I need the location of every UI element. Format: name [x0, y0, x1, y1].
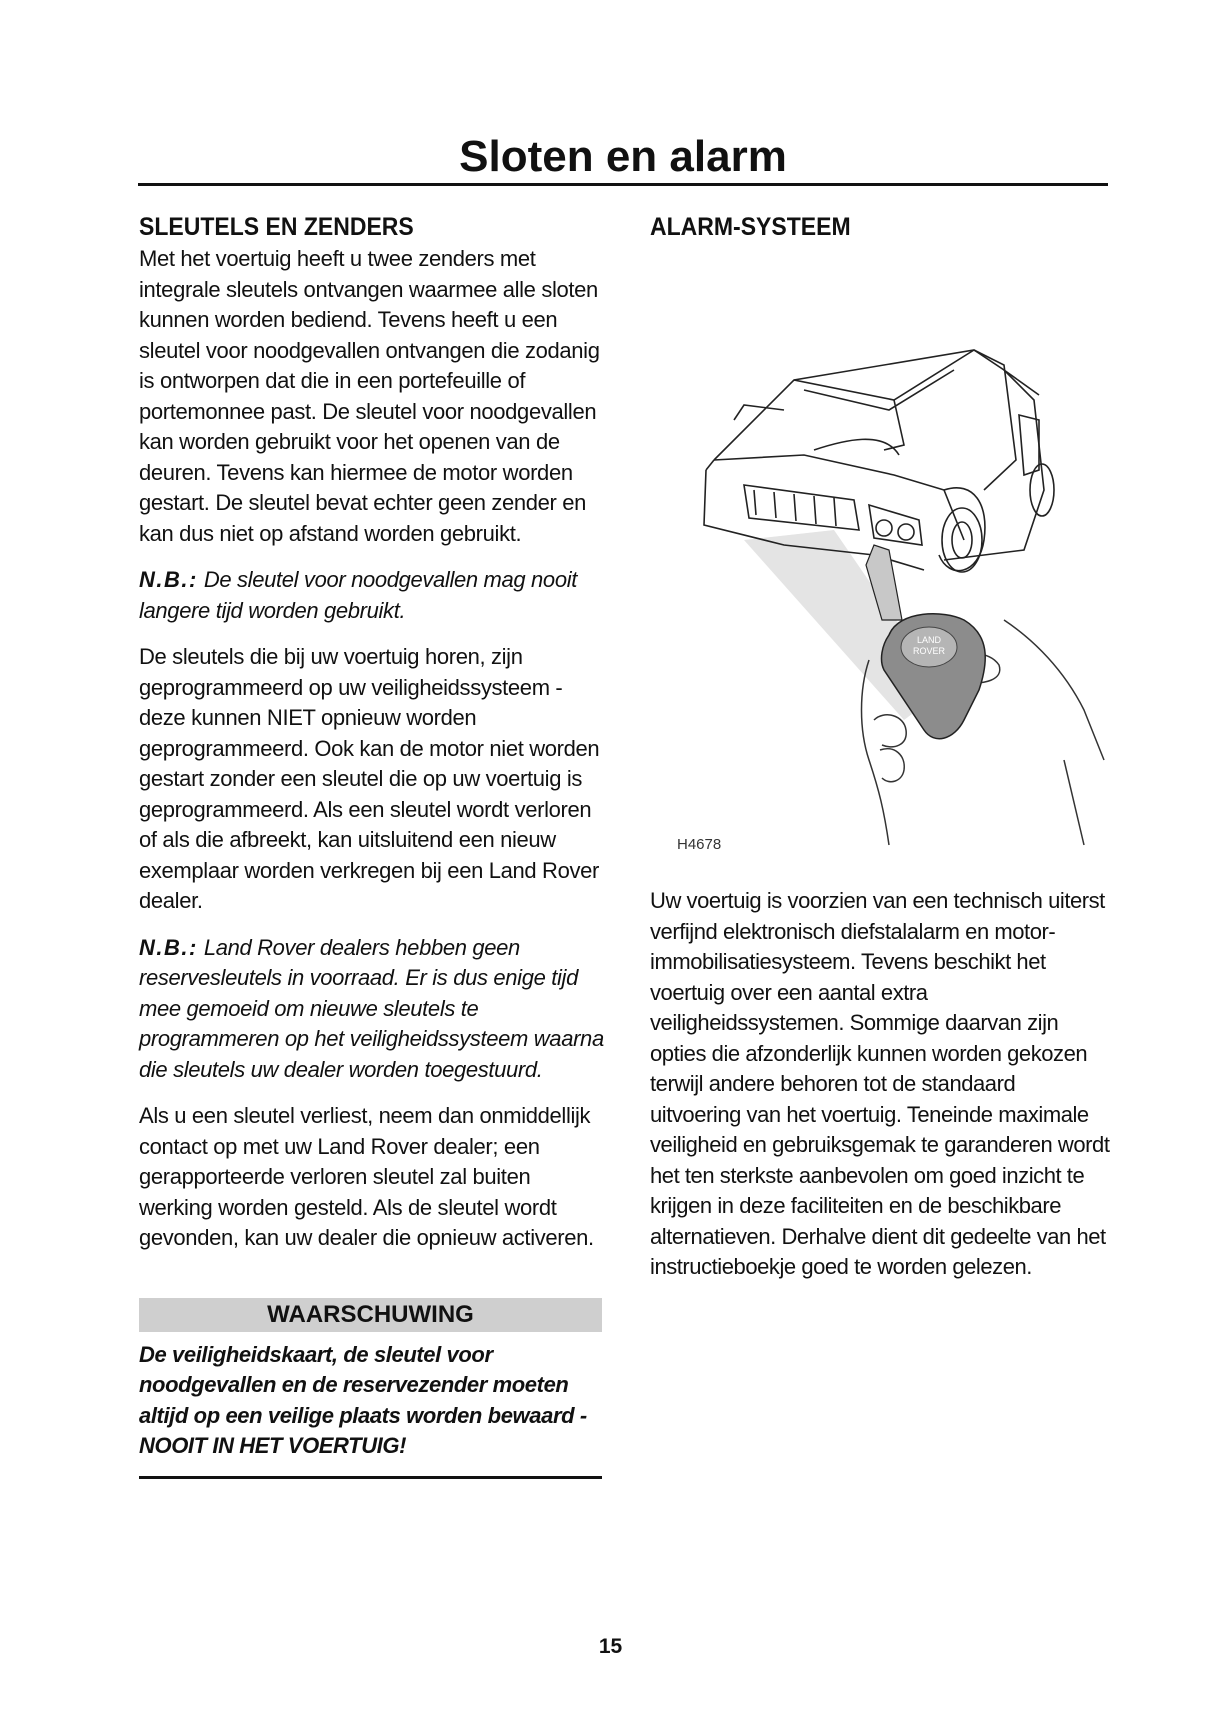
page-number: 15	[598, 1635, 623, 1658]
page-title: Sloten en alarm	[459, 132, 787, 181]
alarm-paragraph: Uw voertuig is voorzien van een technisch uiterst verfijnd elektronisch diefstalalarm en motor-immobilisatiesysteem. Tevens beschikt het voertuig over een aantal extra veiligheidssystemen. Sommige daarvan zijn opties die afzonderlijk kunnen worden gekozen terwijl andere behoren tot de standaard uitvoering van het voertuig. Teneinde maximale veiligheid en gebruiksgemak te garanderen wordt het ten sterkste aanbevolen om goed inzicht te krijgen in deze faciliteiten en de beschikbare alternatieven. Derhalve dient dit gedeelte van het instructieboekje goed te worden gelezen.	[650, 888, 1110, 1279]
note-1-text: De sleutel voor noodgevallen mag nooit langere tijd worden gebruikt.	[139, 567, 578, 623]
car-outline	[704, 350, 1054, 572]
keys-paragraph-3: Als u een sleutel verliest, neem dan onmiddellijk contact op met uw Land Rover dealer; een gerapporteerde verloren sleutel zal buiten werking worden gesteld. Als de sleutel wordt gevonden, kan uw dealer die opnieuw activeren.	[139, 1103, 594, 1250]
note-1-label: N.B.:	[139, 567, 198, 592]
section-heading-keys: SLEUTELS EN ZENDERS	[139, 213, 414, 241]
keys-paragraph-1: Met het voertuig heeft u twee zenders met integrale sleutels ontvangen waarmee alle sloten kunnen worden bediend. Tevens heeft u een sleutel voor noodgevallen ontvangen die zodanig is ontworpen dat die in een portefeuille of portemonnee past. De sleutel voor noodgevallen kan worden gebruikt voor het openen van de deuren. Tevens kan hiermee de motor worden gestart. De sleutel bevat echter geen zender en kan dus niet op afstand worden gebruikt.	[139, 246, 600, 546]
car-key-drawing	[644, 290, 1114, 850]
key-logo-line-1: LAND	[916, 635, 942, 645]
car-key-illustration	[650, 290, 1110, 910]
note-2	[139, 933, 604, 1086]
title-divider	[138, 183, 1108, 186]
note-2-text: Land Rover dealers hebben geen reservesleutels in voorraad. Er is dus enige tijd mee gemoeid om nieuwe sleutels te programmeren op het veiligheidssysteem waarna die sleutels uw dealer worden toegestuurd.	[139, 934, 604, 1082]
left-column	[139, 210, 604, 1479]
note-2-label: N.B.:	[139, 934, 198, 960]
warning-box	[139, 1298, 602, 1479]
section-heading-alarm: ALARM-SYSTEEM	[650, 213, 851, 241]
keys-paragraph-2: De sleutels die bij uw voertuig horen, zijn geprogrammeerd op uw veiligheidssysteem - deze kunnen NIET opnieuw worden geprogrammeerd. Ook kan de motor niet worden gestart zonder een sleutel die op uw voertuig is geprogrammeerd. Als een sleutel wordt verloren of als die afbreekt, kan uitsluitend een nieuw exemplaar worden verkregen bij een Land Rover dealer.	[139, 644, 600, 913]
figure-label: H4678	[677, 836, 722, 853]
warning-text: De veiligheidskaart, de sleutel voor noodgevallen en de reservezender moeten altijd op een veilige plaats worden bewaard - NOOIT IN HET VOERTUIG!	[139, 1340, 602, 1479]
right-column	[650, 210, 1110, 1299]
note-1	[139, 565, 604, 626]
warning-title: WAARSCHUWING	[139, 1298, 602, 1332]
key-logo-line-2: ROVER	[912, 646, 946, 656]
